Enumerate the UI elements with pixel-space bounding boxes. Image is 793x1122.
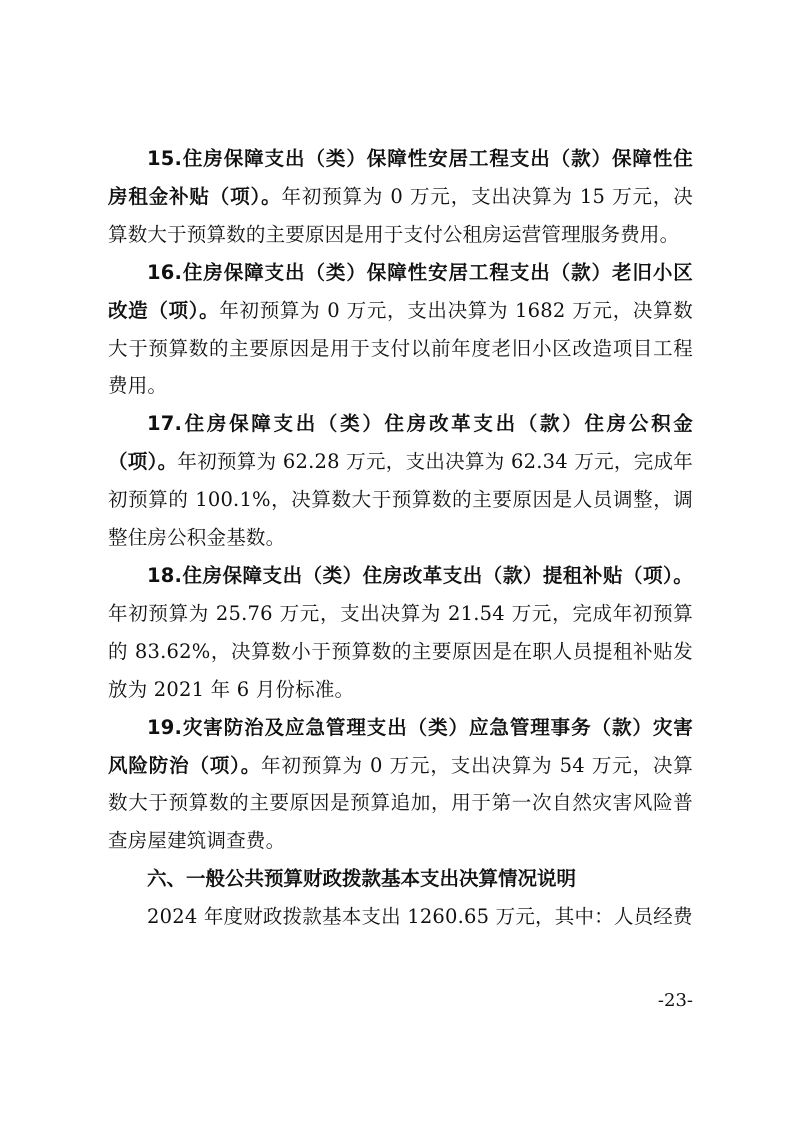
item-title: 16.住房保障支出（类）保障性安居工程支出（款）老旧小区改造（项）。 bbox=[108, 260, 693, 322]
closing-paragraph: 2024 年度财政拨款基本支出 1260.65 万元，其中：人员经费 bbox=[147, 905, 693, 929]
section-heading: 六、一般公共预算财政拨款基本支出决算情况说明 bbox=[147, 867, 577, 891]
item-text: 年初预算为 25.76 万元，支出决算为 21.54 万元，完成年初预算的 83.62%，决算数小于预算数的主要原因是在职人员提租补贴发放为 2021 年 6 月份标准。 bbox=[108, 601, 693, 701]
item-title: 19.灾害防治及应急管理支出（类）应急管理事务（款）灾害风险防治（项）。 bbox=[108, 715, 693, 777]
item-text: 年初预算为 62.28 万元，支出决算为 62.34 万元，完成年初预算的 100.1%，决算数大于预算数的主要原因是人员调整，调整住房公积金基数。 bbox=[108, 450, 693, 550]
paragraph-item-16 bbox=[108, 254, 693, 406]
document-body bbox=[108, 140, 693, 936]
item-title: 15.住房保障支出（类）保障性安居工程支出（款）保障性住房租金补贴（项）。 bbox=[108, 147, 693, 208]
page-number: -23- bbox=[657, 990, 693, 1011]
item-text: 年初预算为 0 万元，支出决算为 54 万元，决算数大于预算数的主要原因是预算追加，用于第一次自然灾害风险普查房屋建筑调查费。 bbox=[108, 753, 694, 853]
item-text: 年初预算为 0 万元，支出决算为 15 万元，决算数大于预算数的主要原因是用于支付公租房运营管理服务费用。 bbox=[108, 184, 693, 246]
item-title: 17.住房保障支出（类）住房改革支出（款）住房公积金（项）。 bbox=[108, 412, 693, 474]
item-text: 年初预算为 0 万元，支出决算为 1682 万元，决算数大于预算数的主要原因是用于支付以前年度老旧小区改造项目工程费用。 bbox=[108, 298, 693, 398]
paragraph-item-18 bbox=[108, 557, 693, 709]
item-title: 18.住房保障支出（类）住房改革支出（款）提租补贴（项）。 bbox=[147, 563, 693, 587]
paragraph-item-19 bbox=[108, 709, 693, 861]
paragraph-item-17 bbox=[108, 405, 693, 557]
paragraph-item-15 bbox=[108, 140, 693, 254]
